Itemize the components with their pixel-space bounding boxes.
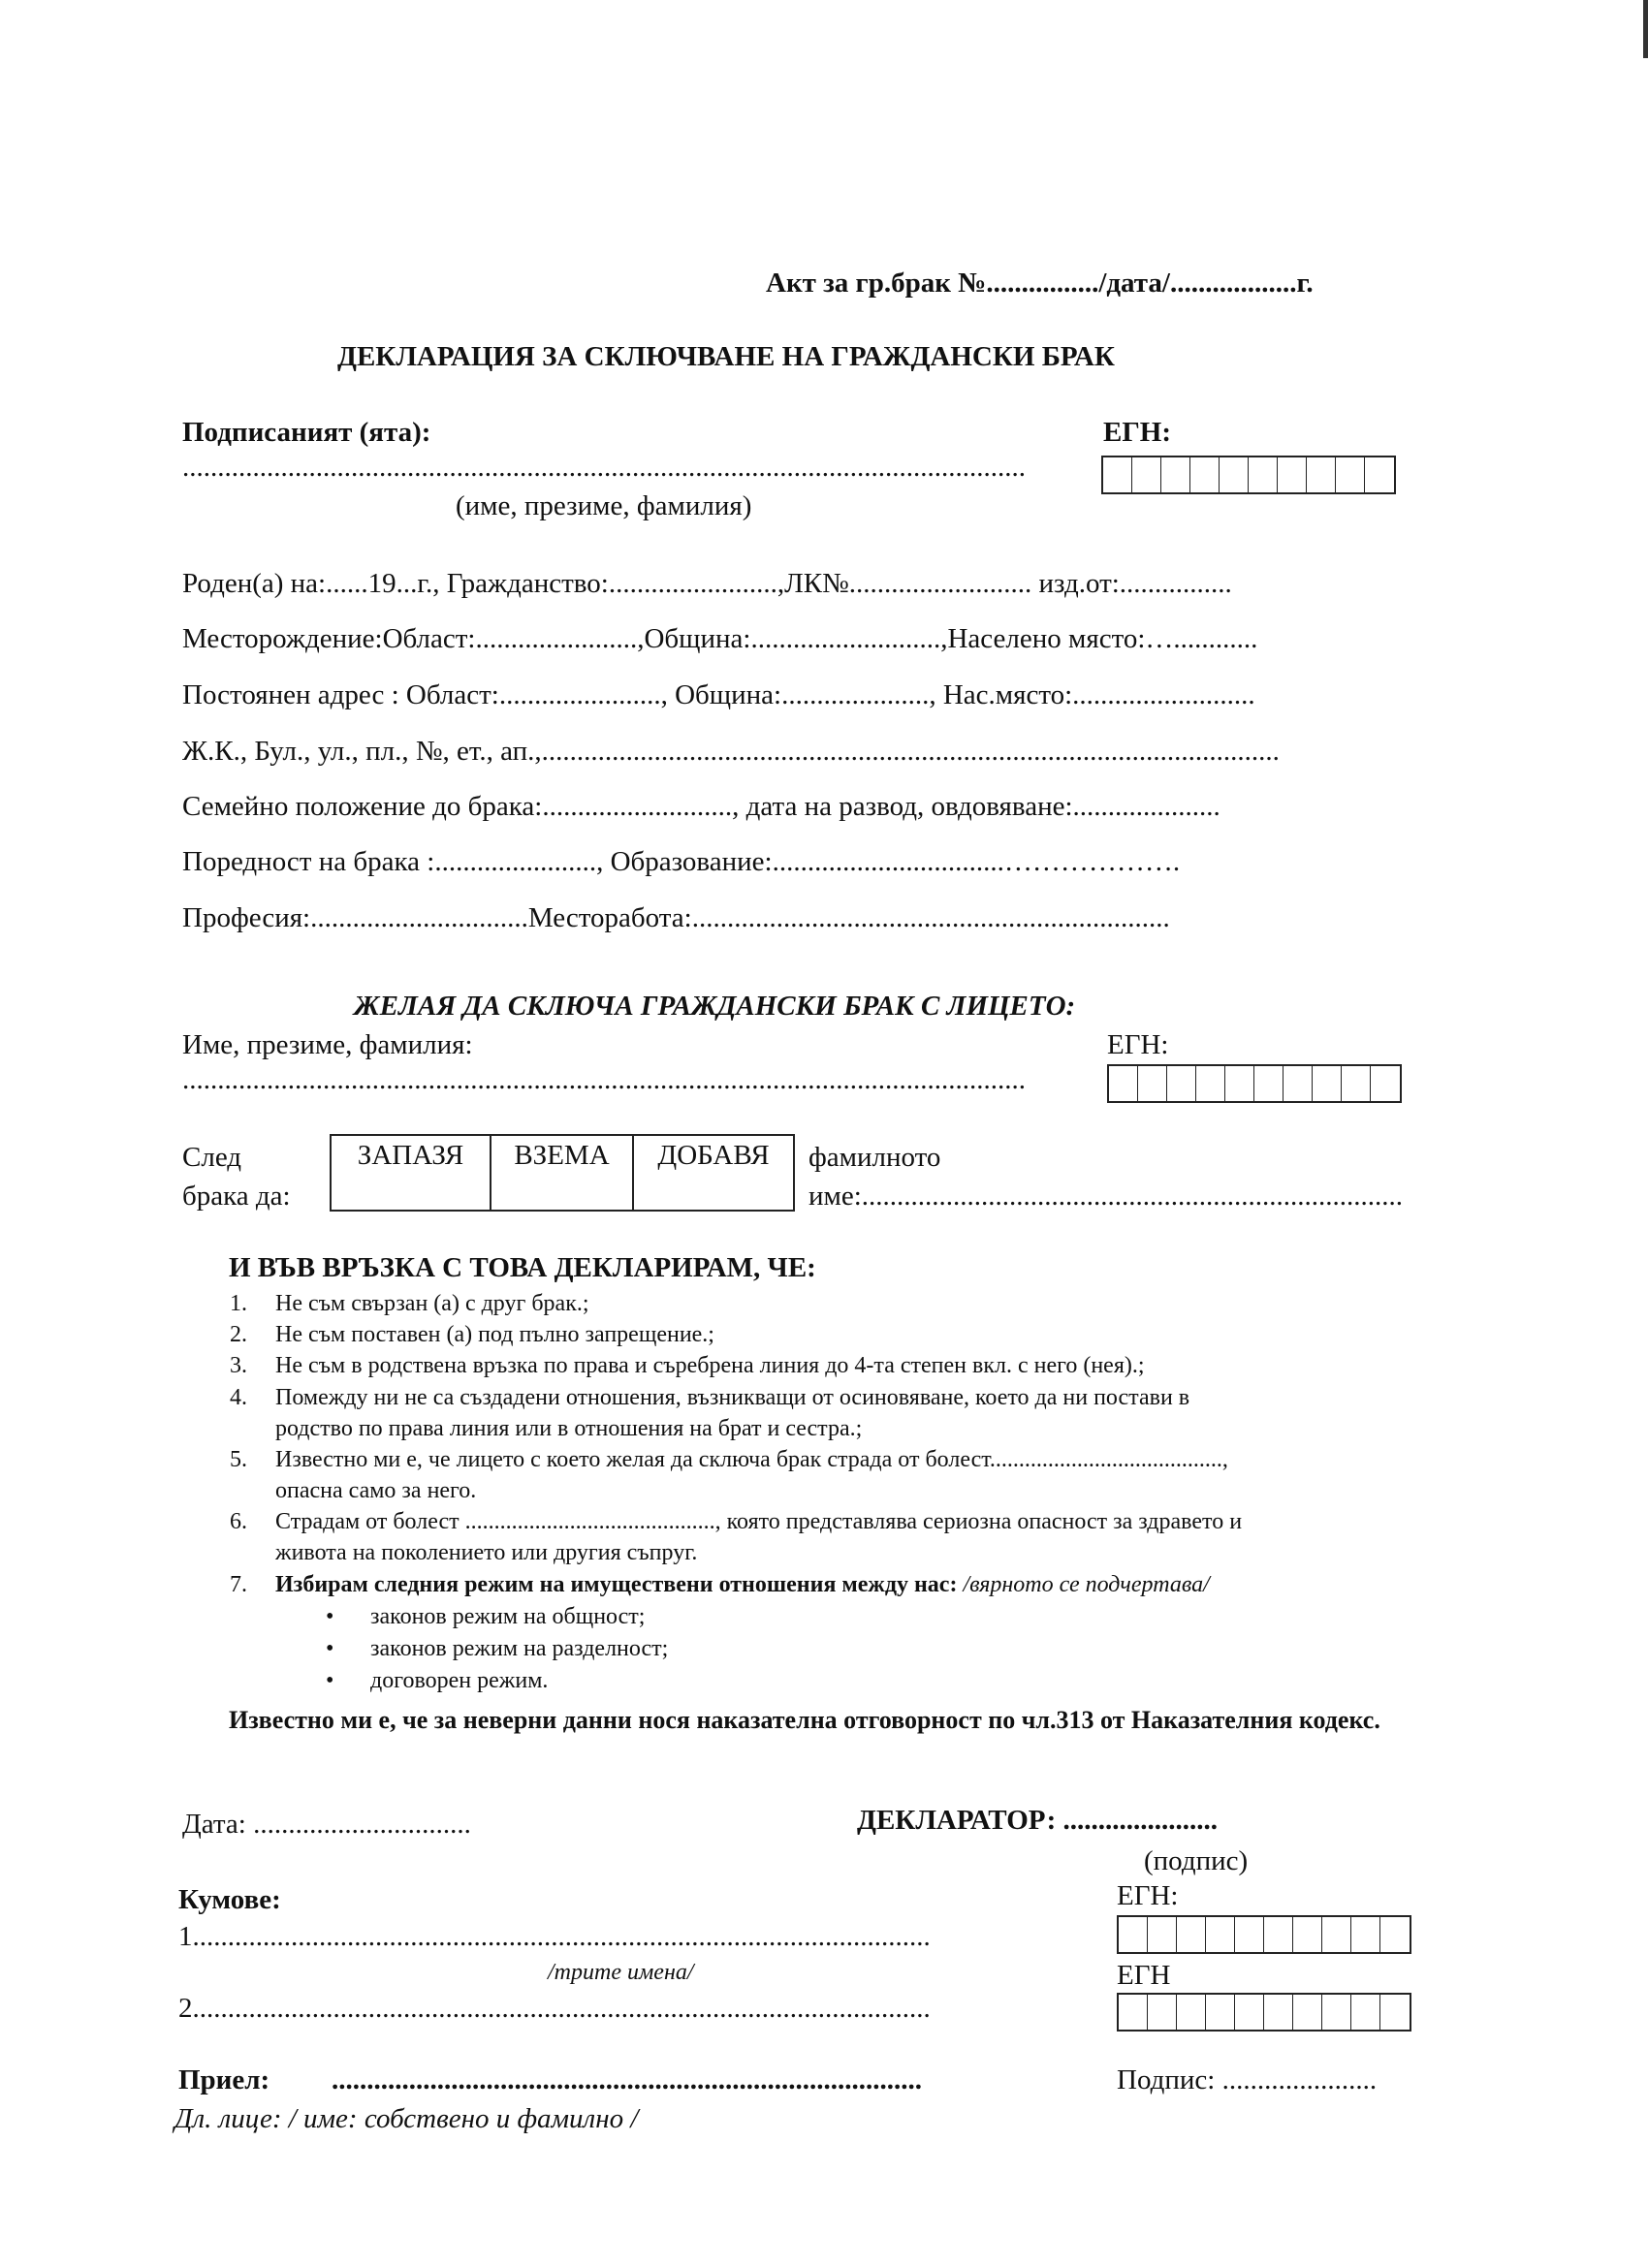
declaration-item-4-cont: родство по права линия или в отношения на брат и сестра.; [275,1416,863,1441]
surname-field[interactable]: име:............................................................................. [808,1181,1404,1212]
scan-edge [1643,0,1648,58]
official-signature[interactable]: Подпис: ...................... [1117,2064,1378,2095]
partner-name-field[interactable]: ........................................................................................................................ [182,1064,1026,1095]
declaration-item-2: Не съм поставен (а) под пълно запрещение.; [275,1322,714,1347]
birthplace-line[interactable]: Месторождение:Област:.......................,Община:...........................,Населено място:…............ [182,623,1258,654]
partner-egn-boxes[interactable] [1107,1064,1402,1103]
act-number-line: Акт за гр.брак №................/дата/..................г. [766,268,1314,299]
witnesses-label: Кумове: [178,1884,281,1915]
declarant-label: Подписаният (ята): [182,417,431,448]
declarant-egn-label: ЕГН: [1103,417,1172,448]
declarant-egn-boxes[interactable] [1101,456,1396,494]
option-keep[interactable]: ЗАПАЗЯ [332,1136,491,1210]
declaration-item-1: Не съм свързан (а) с друг брак.; [275,1291,589,1316]
page-title: ДЕКЛАРАЦИЯ ЗА СКЛЮЧВАНЕ НА ГРАЖДАНСКИ БРАК [337,341,1115,372]
declaration-item-6-cont: живота на поколението или другия съпруг. [275,1540,698,1565]
name-caption: (име, презиме, фамилия) [456,490,752,521]
item-number: 2. [230,1322,247,1347]
signature-caption: (подпис) [1144,1845,1249,1876]
received-label: Приел: [178,2064,270,2095]
bullet-icon: • [326,1668,334,1693]
date-field[interactable]: Дата: ............................... [182,1809,471,1840]
item-number: 7. [230,1572,247,1597]
marriage-order-line[interactable]: Поредност на брака :......................., Образование:.................................………………. [182,846,1181,877]
birth-line[interactable]: Роден(а) на:......19...г., Гражданство:........................,ЛК№.......................... изд.от:................ [182,568,1232,599]
street-line[interactable]: Ж.К., Бул., ул., пл., №, ет., ап.,......................................................................................................... [182,736,1280,767]
partner-name-label: Име, презиме, фамилия: [182,1029,473,1060]
regime-option-community[interactable]: законов режим на общност; [370,1604,646,1629]
declaration-item-6[interactable]: Страдам от болест ..........................................., която представлява сериозна опасност за здравето и [275,1509,1243,1534]
witness1-egn-label: ЕГН: [1117,1880,1179,1911]
official-caption: Дл. лице: / име: собствено и фамилно / [174,2103,639,2134]
surname-label: фамилното [808,1142,941,1173]
surname-choice-table [330,1134,795,1212]
after-marriage-label-1: След [182,1142,242,1173]
regime-option-contract[interactable]: договорен режим. [370,1668,549,1693]
item-number: 3. [230,1353,247,1378]
declaration-item-7 [275,1572,1210,1598]
after-marriage-label-2: брака да: [182,1181,291,1212]
declaration-item-3: Не съм в родствена връзка по права и съребрена линия до 4-та степен вкл. с него (нея).; [275,1353,1145,1378]
profession-line[interactable]: Професия:...............................Месторабота:.................................................................... [182,902,1170,933]
item-number: 6. [230,1509,247,1534]
declaration-item-5[interactable]: Известно ми е, че лицето с което желая да сключа брак страда от болест........................................, [275,1447,1228,1472]
marital-line[interactable]: Семейно положение до брака:..........................., дата на развод, овдовяване:..................... [182,791,1220,822]
option-take[interactable]: ВЗЕМА [491,1136,634,1210]
declaration-item-4: Помежду ни не са създадени отношения, възникващи от осиновяване, което да ни постави в [275,1385,1190,1410]
witness1-field[interactable]: 1......................................................................................................... [178,1921,931,1952]
declaration-item-5-cont: опасна само за него. [275,1478,477,1503]
received-field[interactable]: .................................................................................... [332,2064,922,2095]
declarator-signature[interactable]: ДЕКЛАРАТОР: ...................... [857,1805,1218,1836]
partner-heading: ЖЕЛАЯ ДА СКЛЮЧА ГРАЖДАНСКИ БРАК С ЛИЦЕТО: [354,991,1076,1022]
witness2-field[interactable]: 2......................................................................................................... [178,1993,931,2024]
option-add[interactable]: ДОБАВЯ [657,1140,770,1171]
regime-option-separate[interactable]: законов режим на разделност; [370,1636,669,1661]
declaration-heading: И ВЪВ ВРЪЗКА С ТОВА ДЕКЛАРИРАМ, ЧЕ: [229,1252,816,1283]
bullet-icon: • [326,1604,334,1629]
regime-hint: /вярното се подчертава/ [963,1572,1210,1597]
item-number: 4. [230,1385,247,1410]
bullet-icon: • [326,1636,334,1661]
item-number: 1. [230,1291,247,1316]
declarant-name-field[interactable]: ........................................................................................................................ [182,452,1026,483]
address-line[interactable]: Постоянен адрес : Област:......................., Община:....................., Нас.място:.......................... [182,679,1255,710]
regime-text: Избирам следния режим на имуществени отношения между нас: [275,1572,958,1597]
item-number: 5. [230,1447,247,1472]
witness2-egn-label: ЕГН [1117,1960,1171,1991]
witness1-egn-boxes[interactable] [1117,1915,1411,1954]
witness2-egn-boxes[interactable] [1117,1993,1411,2032]
names-caption: /трите имена/ [548,1960,694,1985]
partner-egn-label: ЕГН: [1107,1029,1169,1060]
liability-warning: Известно ми е, че за неверни данни нося наказателна отговорност по чл.313 от Наказателния кодекс. [229,1706,1380,1734]
